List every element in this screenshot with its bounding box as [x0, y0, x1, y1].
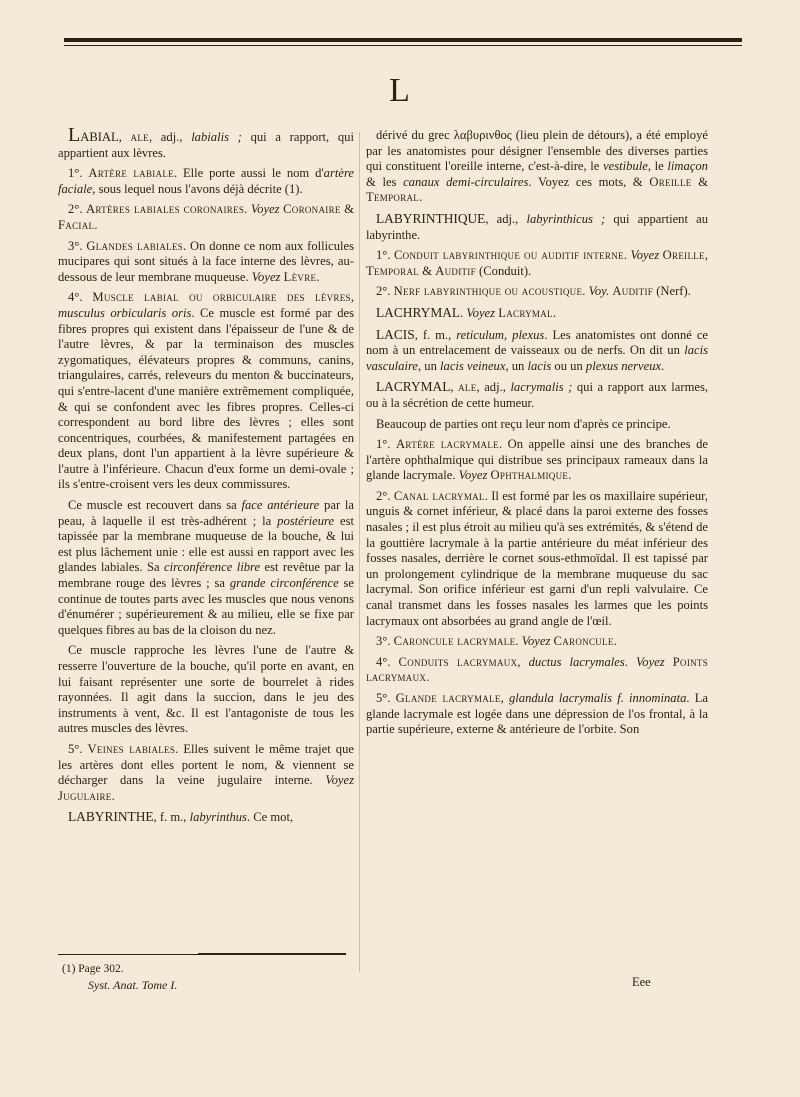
paragraph: dérivé du grec λαβυρινθος (lieu plein de détours), a été employé par les anatomistes pour désigner l'ensemble des diverses parties qui constituent l'oreille interne, c'est-à-dire, le vestibule, le limaçon & les canaux demi-circulaires. Voyez ces mots, & Oreille & Temporal. [366, 128, 708, 205]
footnote: (1) Page 302. [62, 963, 124, 975]
paragraph: LABYRINTHE, f. m., labyrinthus. Ce mot, [68, 809, 294, 825]
paragraph: 5°. Glande lacrymale, glandula lacrymalis f. innominata. La glande lacrymale est logée dans une dépression de l'os frontal, à la partie supérieure, externe & antérieure de l'orbite. Son [366, 691, 708, 737]
paragraph: Ce muscle rapproche les lèvres l'une de l'autre & resserre l'ouverture de la bouche, qu'il porte en avant, en lui faisant représenter une sorte de bourrelet à rides rayonnées. Il agit dans la succion, dans le jeu des instruments à vent, &c. Il est l'antagoniste de tous les autres muscles des lèvres. [58, 643, 354, 736]
paragraph: Beaucoup de parties ont reçu leur nom d'après ce principe. [376, 416, 671, 431]
paragraph: LABYRINTHIQUE, adj., labyrinthicus ; qui appartient au labyrinthe. [366, 210, 708, 242]
footnote-rule [58, 954, 198, 955]
column-end-rule [198, 953, 346, 955]
top-rule-thick [64, 38, 742, 42]
paragraph: 1°. Conduit labyrinthique ou auditif interne. Voyez Oreille, Temporal & Auditif (Conduit). [366, 248, 708, 278]
paragraph: 2°. Artères labiales coronaires. Voyez Coronaire & Facial. [58, 202, 354, 232]
column-divider [359, 132, 360, 972]
paragraph: 1°. Artère labiale. Elle porte aussi le nom d'artère faciale, sous lequel nous l'avons déjà décrite (1). [58, 166, 354, 196]
section-letter: L [389, 72, 411, 109]
signature-mark: Eee [632, 975, 651, 989]
paragraph: 4°. Muscle labial ou orbiculaire des lèvres, musculus orbicularis oris. Ce muscle est formé par des fibres propres qui existent dans l'épaisseur de l'une & de l'autre lèvres, & par la terminaison des muscles zygomatiques, élévateurs propres & communs, canins, triangulaires, carrés, releveurs du menton & buccinateurs, qui s'entre-lacent d'une manière extrêmement compliquée, & qui se confondent avec les fibres propres. Celles-ci correspondent au bord libre des lèvres ; elles sont concentriques, courbées, & manifestement partagées en deux plans, dont l'un appartient à la lèvre supérieure & l'autre à l'inférieure. Chacun d'eux forme un demi-ovale ; ils s'entre-croisent vers les deux commissures. [58, 290, 354, 492]
paragraph: 1°. Artère lacrymale. On appelle ainsi une des branches de l'artère ophthalmique qui distribue ses principaux rameaux dans la glande lacrymale. Voyez Ophthalmique. [366, 437, 708, 483]
paragraph: 5°. Veines labiales. Elles suivent le même trajet que les artères dont elles portent le nom, & viennent se décharger dans la veine jugulaire interne. Voyez Jugulaire. [58, 741, 354, 803]
paragraph: LACIS, f. m., reticulum, plexus. Les anatomistes ont donné ce nom à un entrelacement de vaisseaux ou de nerfs. On dit un lacis vasculaire, un lacis veineux, un lacis ou un plexus nerveux. [366, 326, 709, 373]
paragraph: 3°. Caroncule lacrymale. Voyez Caroncule. [376, 634, 617, 649]
signature-line: Syst. Anat. Tome I. [88, 978, 178, 992]
paragraph: Ce muscle est recouvert dans sa face antérieure par la peau, à laquelle il est très-adhérent ; la postérieure est tapissée par la membrane muqueuse de la bouche, & lui est plus lâchement unie : elle est aussi en rapport avec les glandes labiales. Sa circonférence libre est revêtue par la membrane rouge des lèvres ; sa grande circonférence se continue de toutes parts avec les muscles que nous venons d'énumérer ; supérieurement & au milieu, elle se fixe par quelques fibres au bas de la cloison du nez. [58, 498, 355, 637]
paragraph: 4°. Conduits lacrymaux, ductus lacrymales. Voyez Points lacrymaux. [366, 654, 709, 685]
left-column [58, 124, 355, 831]
right-column [366, 128, 708, 743]
paragraph: LACHRYMAL. Voyez Lacrymal. [376, 304, 556, 320]
paragraph: 2°. Canal lacrymal. Il est formé par les os maxillaire supérieur, unguis & cornet inférieur, & placé dans la paroi externe des fosses nasales ; il est plus étroit au milieu qu'à ses extrémités, & s'étend de la gouttière lacrymale à la partie antérieure du méat inférieur des fosses nasales, derrière le cornet sous-ethmoïdal. Il est tapissé par un prolongement cylindrique de la membrane muqueuse du sac lacrymal. Son orifice inférieur est garni d'un repli valvulaire. Ce canal transmet dans les fosses nasales les larmes que les points lacrymaux ont absorbées au grand angle de l'œil. [366, 488, 708, 628]
paragraph: LABIAL, ale, adj., labialis ; qui a rapport, qui appartient aux lèvres. [58, 124, 354, 160]
top-rule-thin [64, 45, 742, 46]
paragraph: 3°. Glandes labiales. On donne ce nom aux follicules mucipares qui sont situés à la face interne des lèvres, au-dessous de leur membrane muqueuse. Voyez Lèvre. [58, 238, 354, 284]
paragraph: LACRYMAL, ale, adj., lacrymalis ; qui a rapport aux larmes, ou à la sécrétion de cette humeur. [366, 379, 708, 410]
paragraph: 2°. Nerf labyrinthique ou acoustique. Voy. Auditif (Nerf). [376, 284, 691, 299]
